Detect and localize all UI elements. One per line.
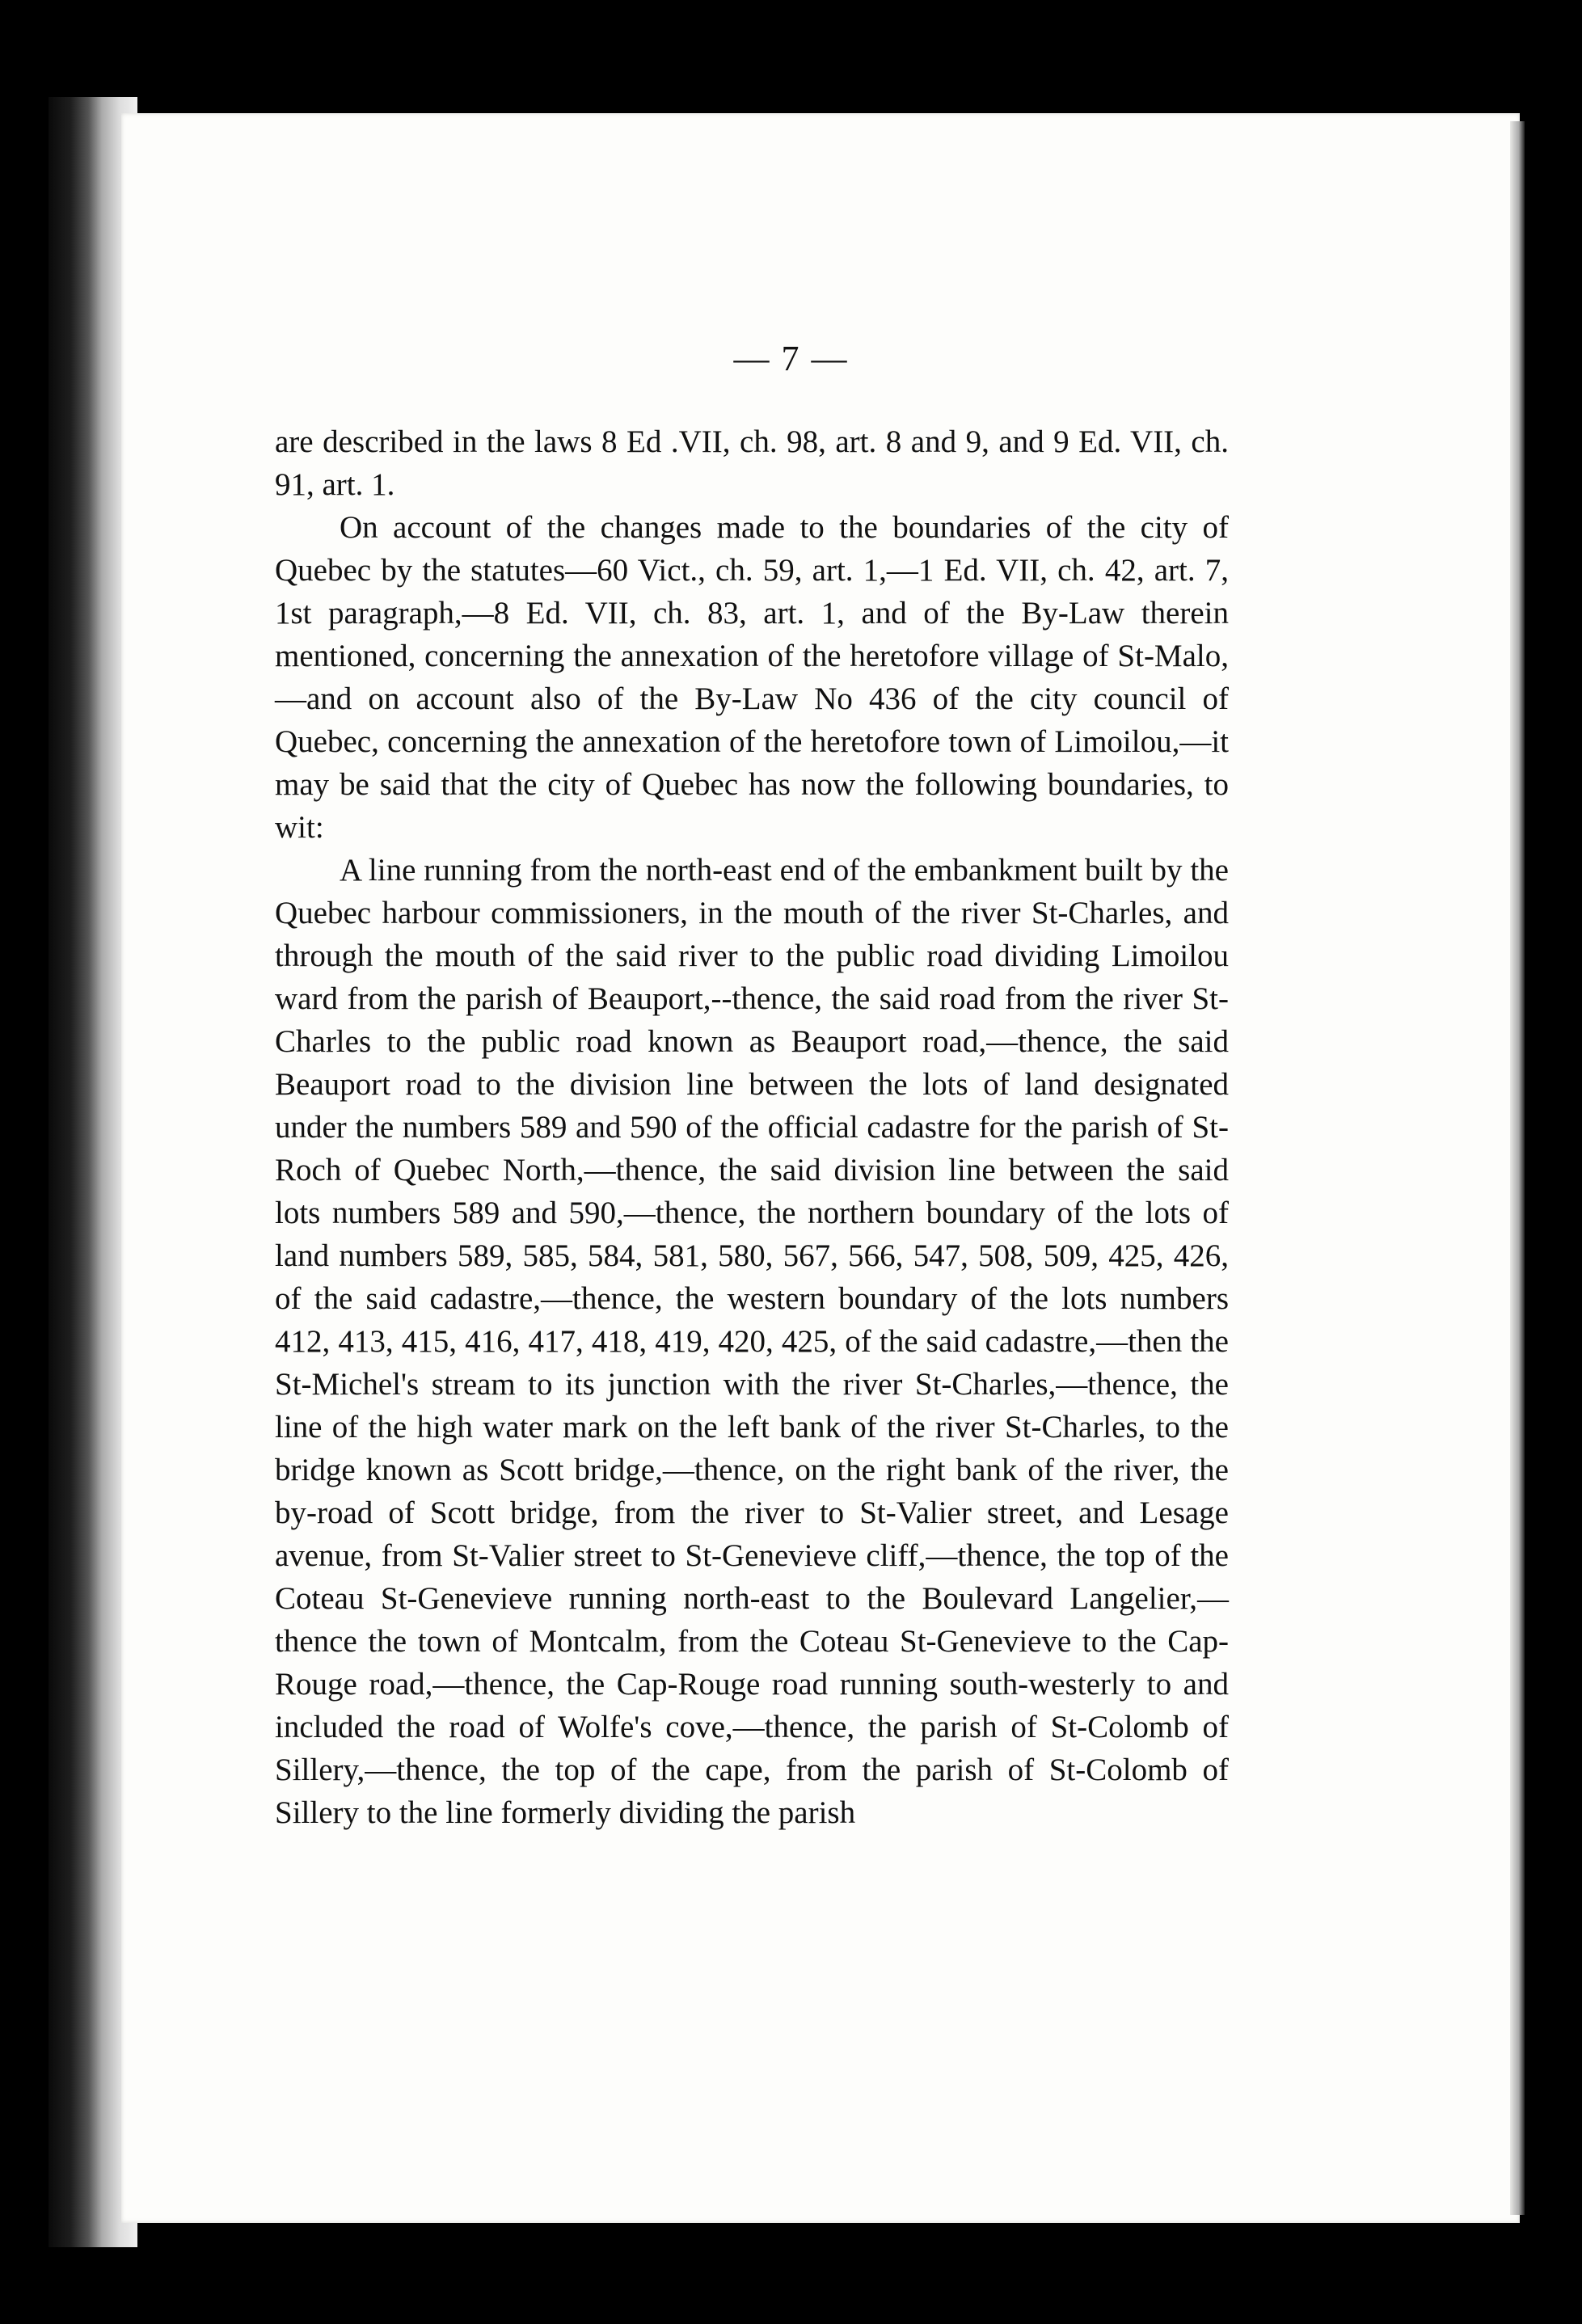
paragraph-boundary-description: A line running from the north-east end of the embankment built by the Quebec harbour commissioners, in the mouth of the river St-Charles, and through the mouth of the said river to the public road dividing Limoilou ward from the parish of Beauport,--thence, the said road from the river St-Charles to the public road known as Beauport road,—thence, the said Beauport road to the division line between the lots of land designated under the numbers 589 and 590 of the official cadastre for the parish of St-Roch of Quebec North,—thence, the said division line between the said lots numbers 589 and 590,—thence, the northern boundary of the lots of land numbers 589, 585, 584, 581, 580, 567, 566, 547, 508, 509, 425, 426, of the said cadastre,—thence, the western boundary of the lots numbers 412, 413, 415, 416, 417, 418, 419, 420, 425, of the said cadastre,—then the St-Michel's stream to its junction with the river St-Charles,—thence, the line of the high water mark on the left bank of the river St-Charles, to the bridge known as Scott bridge,—thence, on the right bank of the river, the by-road of Scott bridge, from the river to St-Valier street, and Lesage avenue, from St-Valier street to St-Genevieve cliff,—thence, the top of the Coteau St-Genevieve running north-east to the Boulevard Langelier,—thence the town of Montcalm, from the Coteau St-Genevieve to the Cap-Rouge road,—thence, the Cap-Rouge road running south-westerly to and included the road of Wolfe's cove,—thence, the parish of St-Colomb of Sillery,—thence, the top of the cape, from the parish of St-Colomb of Sillery to the line formerly dividing the parish xyxy=(275,853,1229,1830)
body-text xyxy=(275,340,1229,1834)
paragraph-changes-boundaries: On account of the changes made to the boundaries of the city of Quebec by the statutes—60 Vict., ch. 59, art. 1,—1 Ed. VII, ch. 42, art. 7, 1st paragraph,—8 Ed. VII, ch. 83, art. 1, and of the By-Law therein mentioned, concerning the annexation of the heretofore village of St-Malo, —and on account also of the By-Law No 436 of the city council of Quebec, concerning the annexation of the heretofore town of Limoilou,—it may be said that the city of Quebec has now the following boundaries, to wit: xyxy=(275,510,1229,845)
paragraph-continuation: are described in the laws 8 Ed .VII, ch. 98, art. 8 and 9, and 9 Ed. VII, ch. 91, art. 1. xyxy=(275,424,1229,502)
page-right-edge xyxy=(1510,121,1525,2215)
page-number: — 7 — xyxy=(733,339,849,378)
